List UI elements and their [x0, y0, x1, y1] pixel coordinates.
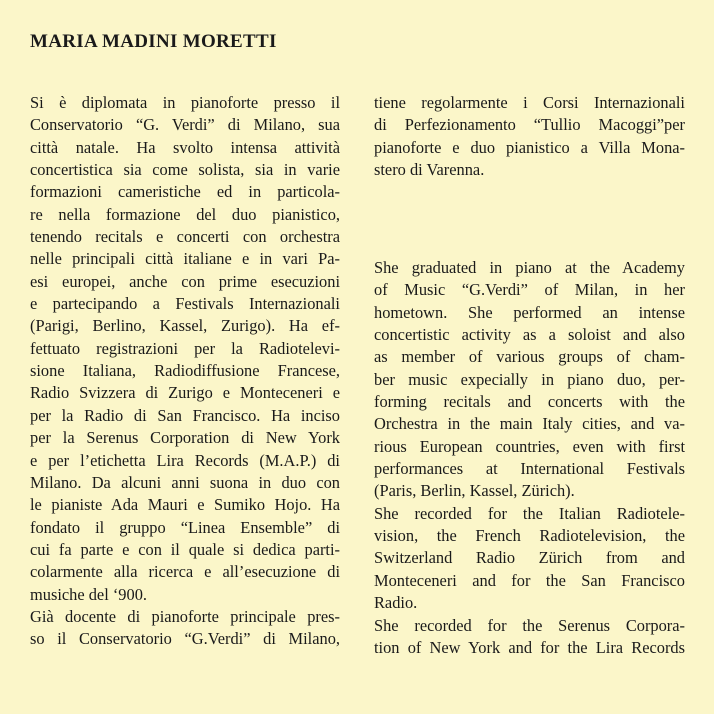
italian-bio-left-column [30, 92, 340, 651]
text-line: cui fa parte e con il quale si dedica parti- [30, 539, 340, 559]
text-line: Già docente di pianoforte principale pres- [30, 606, 340, 626]
text-line: She recorded for the Serenus Corpora- [374, 615, 685, 635]
text-line: le pianiste Ada Mauri e Sumiko Hojo. Ha [30, 495, 340, 515]
text-line: sione Italiana, Radiodiffusione Francese, [30, 361, 340, 381]
text-line: fettuato registrazioni per la Radiotelevi- [30, 338, 340, 358]
text-line: rious European countries, even with first [374, 436, 685, 456]
text-line: of Music “G.Verdi” of Milan, in her [374, 280, 685, 300]
text-line: per la Serenus Corporation di New York [30, 428, 340, 448]
text-line: tenendo recitals e concerti con orchestra [30, 227, 340, 247]
text-line: e partecipando a Festivals Internazionali [30, 294, 340, 314]
text-line: pianoforte e duo pianistico a Villa Mona- [374, 137, 685, 157]
text-line: Radio. [374, 593, 418, 613]
text-line: so il Conservatorio “G.Verdi” di Milano, [30, 629, 340, 649]
text-line: esi europei, anche con prime esecuzioni [30, 271, 340, 291]
text-line: Si è diplomata in pianoforte presso il [30, 93, 340, 112]
text-line: nelle principali città italiane e in vari Pa- [30, 249, 340, 269]
text-line: Switzerland Radio Zürich from and [374, 548, 685, 568]
text-line: (Parigi, Berlino, Kassel, Zurigo). Ha ef- [30, 316, 340, 336]
text-line: di Perfezionamento “Tullio Macoggi”per [374, 115, 685, 135]
text-line: concertistica sia come solista, sia in varie [30, 160, 340, 180]
text-line: forming recitals and concerts with the [374, 392, 685, 412]
text-line: per la Radio di San Francisco. Ha inciso [30, 405, 340, 425]
text-line: Orchestra in the main Italy cities, and va- [374, 414, 685, 434]
text-line: musiche del ‘900. [30, 584, 147, 604]
text-line: fondato il gruppo “Linea Ensemble” di [30, 517, 340, 537]
text-line: concertistic activity as a soloist and also [374, 325, 685, 345]
italian-bio-right-column [374, 92, 685, 181]
text-line: as member of various groups of cham- [374, 347, 685, 367]
text-line: re nella formazione del duo pianistico, [30, 204, 340, 224]
text-line: She graduated in piano at the Academy [374, 258, 685, 277]
text-line: Milano. Da alcuni anni suona in duo con [30, 472, 340, 492]
text-line: e per l’etichetta Lira Records (M.A.P.) di [30, 450, 340, 470]
text-line: tion of New York and for the Lira Records [374, 637, 685, 657]
text-line: Conservatorio “G. Verdi” di Milano, sua [30, 115, 340, 135]
text-line: città natale. Ha svolto intensa attività [30, 137, 340, 157]
page-title: MARIA MADINI MORETTI [30, 31, 277, 52]
text-line: ber music expecially in piano duo, per- [374, 369, 685, 389]
text-line: vision, the French Radiotelevision, the [374, 526, 685, 546]
text-line: colarmente alla ricerca e all’esecuzione di [30, 562, 340, 582]
text-line: Monteceneri and for the San Francisco [374, 570, 685, 590]
text-line: Radio Svizzera di Zurigo e Monteceneri e [30, 383, 340, 403]
text-line: formazioni cameristiche ed in particola- [30, 182, 340, 202]
text-line: tiene regolarmente i Corsi Internazionali [374, 93, 685, 112]
english-bio-column [374, 257, 685, 659]
text-line: stero di Varenna. [374, 160, 485, 180]
text-line: She recorded for the Italian Radiotele- [374, 503, 685, 523]
text-line: hometown. She performed an intense [374, 302, 685, 322]
text-line: performances at International Festivals [374, 459, 685, 479]
text-line: (Paris, Berlin, Kassel, Zürich). [374, 481, 575, 501]
